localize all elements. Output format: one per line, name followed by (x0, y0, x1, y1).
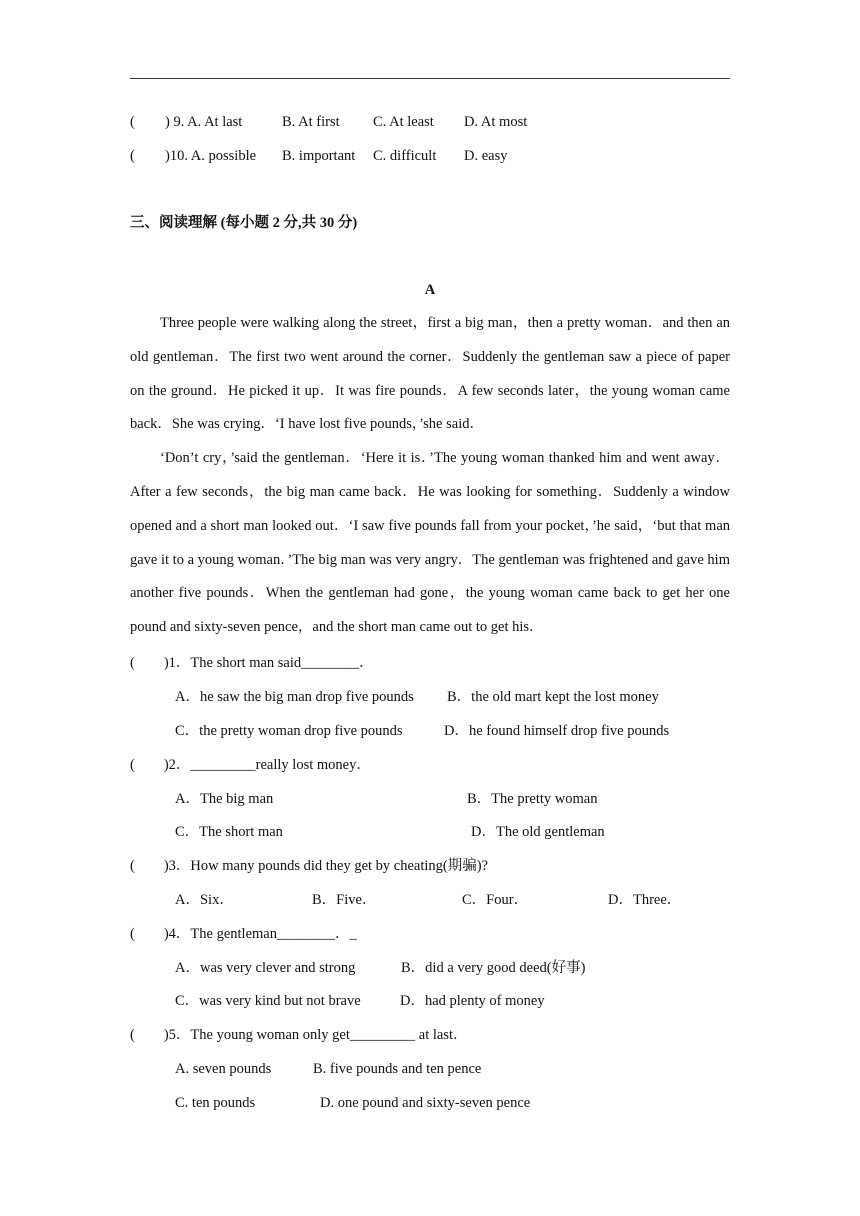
q1-option-b: B．the old mart kept the lost money (447, 689, 659, 705)
question-2-stem: ( )2．_________really lost money． (130, 757, 371, 773)
answer-paren: ( (130, 114, 135, 130)
option-a: )10. A. possible (165, 148, 257, 164)
q2-option-c: C．The short man (175, 824, 283, 840)
passage-paragraph: ‘Don’t cry，’said the gentleman．‘Here it is．’The young woman thanked him and went away．After a few seconds，the big man came back．He was looking for something．Suddenly a window opened and a short man looked out．‘I saw five pounds fall from your pocket，’he said，‘but that man gave it to a young woman．’The big man was very angry．The gentleman was frightened and gave him another five pounds．When the gentleman had gone，the young woman came back to get her one pound and sixty-seven pence，and the short man came out to get his． (130, 450, 730, 636)
q3-option-c: C．Four． (462, 892, 529, 908)
option-c: C. difficult (373, 148, 437, 164)
option-b: B. important (282, 148, 356, 164)
q3-option-b: B．Five． (312, 892, 377, 908)
question-3-stem: ( )3．How many pounds did they get by cheating(期骗)? (130, 858, 488, 874)
q1-option-a: A．he saw the big man drop five pounds (175, 689, 414, 705)
q5-option-d: D. one pound and sixty-seven pence (320, 1095, 531, 1111)
answer-paren: ( (130, 148, 135, 164)
header-rule (130, 78, 730, 79)
q5-option-a: A. seven pounds (175, 1061, 272, 1077)
q3-option-d: D．Three． (608, 892, 682, 908)
passage-paragraph: Three people were walking along the street，first a big man，then a pretty woman．and then an old gentleman．The first two went around the corner．Suddenly the gentleman saw a piece of paper on the ground．He picked it up．It was fire pounds．A few seconds later，the young woman came back．She was crying．‘I have lost five pounds，’she said． (130, 315, 730, 433)
q5-option-b: B. five pounds and ten pence (313, 1061, 482, 1077)
question-4-stem: ( )4．The gentleman________．_ (130, 926, 357, 942)
option-c: C. At least (373, 114, 434, 130)
section-title: 三、阅读理解 (每小题 2 分,共 30 分) (130, 215, 358, 231)
question-1-stem: ( )1．The short man said________． (130, 655, 374, 671)
option-d: D. At most (464, 114, 528, 130)
q2-option-d: D．The old gentleman (471, 824, 605, 840)
option-d: D. easy (464, 148, 508, 164)
question-5-stem: ( )5．The young woman only get_________ at last． (130, 1027, 468, 1043)
q4-option-a: A．was very clever and strong (175, 960, 356, 976)
q2-option-a: A．The big man (175, 791, 274, 807)
q1-option-c: C．the pretty woman drop five pounds (175, 723, 403, 739)
q1-option-d: D．he found himself drop five pounds (444, 723, 670, 739)
q4-option-b: B．did a very good deed(好事) (401, 960, 586, 976)
option-b: B. At first (282, 114, 340, 130)
q3-option-a: A．Six． (175, 892, 234, 908)
q2-option-b: B．The pretty woman (467, 791, 598, 807)
passage-label: A (424, 282, 436, 298)
passage (130, 307, 730, 645)
q4-option-c: C．was very kind but not brave (175, 993, 361, 1009)
q4-option-d: D．had plenty of money (400, 993, 545, 1009)
q5-option-c: C. ten pounds (175, 1095, 256, 1111)
option-a: ) 9. A. At last (165, 114, 243, 130)
